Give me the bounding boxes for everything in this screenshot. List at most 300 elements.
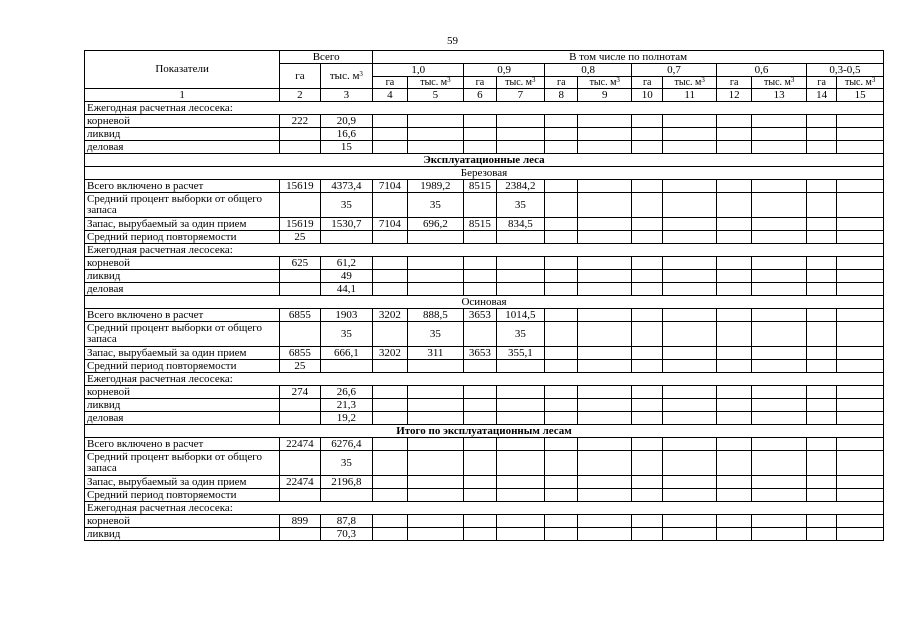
- table-cell: [464, 115, 496, 128]
- table-cell: [752, 489, 807, 502]
- total-m3-header: тыс. $м^3$: [320, 64, 373, 89]
- column-number: 1: [85, 89, 280, 102]
- group-label: Ежегодная расчетная лесосека:: [85, 102, 884, 115]
- table-cell: [752, 193, 807, 218]
- row-label: Всего включено в расчет: [85, 180, 280, 193]
- table-cell: [464, 386, 496, 399]
- table-cell: [320, 489, 373, 502]
- table-cell: 26,6: [320, 386, 373, 399]
- table-cell: [545, 283, 578, 296]
- table-cell: [373, 115, 407, 128]
- table-cell: [837, 283, 884, 296]
- table-cell: [496, 412, 545, 425]
- table-row: [85, 412, 884, 425]
- table-cell: [837, 128, 884, 141]
- table-cell: [407, 438, 464, 451]
- table-cell: [806, 231, 836, 244]
- table-cell: [632, 476, 663, 489]
- table-cell: 7104: [373, 218, 407, 231]
- density-m3-header: тыс. $м^3$: [837, 77, 884, 89]
- table-cell: 35: [496, 193, 545, 218]
- table-cell: [578, 451, 632, 476]
- table-cell: [545, 270, 578, 283]
- table-cell: [752, 451, 807, 476]
- table-cell: [837, 322, 884, 347]
- table-cell: [837, 528, 884, 541]
- table-cell: [464, 128, 496, 141]
- table-cell: [752, 309, 807, 322]
- table-cell: [837, 515, 884, 528]
- table-cell: [716, 115, 751, 128]
- table-cell: 274: [280, 386, 320, 399]
- table-cell: [496, 115, 545, 128]
- table-cell: [496, 438, 545, 451]
- table-row: [85, 347, 884, 360]
- table-cell: [716, 322, 751, 347]
- table-cell: [578, 270, 632, 283]
- row-label: Запас, вырубаемый за один прием: [85, 347, 280, 360]
- table-cell: 35: [496, 322, 545, 347]
- density-header: 1,0: [373, 64, 464, 77]
- table-cell: [407, 115, 464, 128]
- table-cell: [496, 399, 545, 412]
- table-cell: [496, 489, 545, 502]
- table-cell: [545, 180, 578, 193]
- table-cell: 6855: [280, 309, 320, 322]
- table-cell: [578, 438, 632, 451]
- table-cell: [280, 193, 320, 218]
- table-cell: [716, 528, 751, 541]
- table-cell: [407, 451, 464, 476]
- table-cell: [837, 218, 884, 231]
- table-cell: [545, 476, 578, 489]
- table-cell: [632, 360, 663, 373]
- table-cell: [632, 399, 663, 412]
- table-cell: [545, 438, 578, 451]
- table-cell: [663, 412, 717, 425]
- table-cell: [407, 399, 464, 412]
- column-number: 13: [752, 89, 807, 102]
- table-cell: [320, 231, 373, 244]
- table-cell: 888,5: [407, 309, 464, 322]
- table-cell: [373, 476, 407, 489]
- table-cell: [716, 270, 751, 283]
- table-cell: [806, 399, 836, 412]
- table-cell: 61,2: [320, 257, 373, 270]
- table-cell: [407, 128, 464, 141]
- table-cell: [632, 515, 663, 528]
- table-cell: 35: [407, 193, 464, 218]
- row-label: ликвид: [85, 270, 280, 283]
- table-cell: [632, 489, 663, 502]
- table-cell: [280, 451, 320, 476]
- table-cell: [464, 412, 496, 425]
- table-cell: [632, 283, 663, 296]
- table-cell: [632, 231, 663, 244]
- table-cell: [752, 270, 807, 283]
- column-number: 15: [837, 89, 884, 102]
- table-cell: [464, 141, 496, 154]
- table-cell: 22474: [280, 438, 320, 451]
- table-cell: [496, 141, 545, 154]
- table-cell: [280, 412, 320, 425]
- table-cell: [496, 476, 545, 489]
- table-cell: [663, 180, 717, 193]
- m3-label: тыс. м: [420, 77, 448, 88]
- table-cell: [578, 386, 632, 399]
- table-cell: [632, 128, 663, 141]
- table-cell: [464, 322, 496, 347]
- m3-label: тыс. м: [505, 77, 532, 88]
- table-cell: [407, 528, 464, 541]
- species-title: Березовая: [85, 167, 884, 180]
- table-cell: [752, 528, 807, 541]
- table-cell: [545, 115, 578, 128]
- table-cell: 19,2: [320, 412, 373, 425]
- table-cell: [464, 451, 496, 476]
- table-cell: 1989,2: [407, 180, 464, 193]
- table-cell: [496, 270, 545, 283]
- table-cell: [373, 399, 407, 412]
- table-cell: [578, 412, 632, 425]
- table-cell: [806, 309, 836, 322]
- table-cell: 35: [407, 322, 464, 347]
- table-cell: [716, 451, 751, 476]
- table-cell: [545, 322, 578, 347]
- table-cell: [837, 386, 884, 399]
- table-cell: [632, 141, 663, 154]
- table-cell: 625: [280, 257, 320, 270]
- table-cell: [464, 360, 496, 373]
- row-label: ликвид: [85, 528, 280, 541]
- total-ha-header: га: [280, 64, 320, 89]
- table-cell: [716, 141, 751, 154]
- table-cell: [752, 283, 807, 296]
- table-cell: [578, 257, 632, 270]
- density-ha-header: га: [545, 77, 578, 89]
- table-cell: 8515: [464, 180, 496, 193]
- table-cell: [716, 347, 751, 360]
- table-cell: [496, 128, 545, 141]
- table-cell: [806, 283, 836, 296]
- table-cell: [545, 309, 578, 322]
- table-cell: [837, 476, 884, 489]
- table-cell: [578, 528, 632, 541]
- column-number: 11: [663, 89, 717, 102]
- density-m3-header: тыс. $м^3$: [578, 77, 632, 89]
- table-cell: [632, 257, 663, 270]
- m3-label: тыс. м: [763, 77, 791, 88]
- table-cell: [373, 489, 407, 502]
- group-label-row: [85, 244, 884, 257]
- table-cell: [716, 399, 751, 412]
- table-row: [85, 515, 884, 528]
- table-cell: [578, 489, 632, 502]
- table-cell: [806, 347, 836, 360]
- row-label: Всего включено в расчет: [85, 438, 280, 451]
- table-cell: 15619: [280, 218, 320, 231]
- table-cell: [545, 128, 578, 141]
- table-cell: [373, 360, 407, 373]
- table-cell: [578, 128, 632, 141]
- table-cell: [716, 386, 751, 399]
- table-row: [85, 257, 884, 270]
- m3-label: тыс. м: [329, 69, 360, 82]
- table-cell: [464, 193, 496, 218]
- table-row: [85, 115, 884, 128]
- table-cell: [806, 141, 836, 154]
- row-label: ликвид: [85, 128, 280, 141]
- row-label: Средний период повторяемости: [85, 489, 280, 502]
- density-header: 0,9: [464, 64, 545, 77]
- table-row: [85, 193, 884, 218]
- row-label: Запас, вырубаемый за один прием: [85, 476, 280, 489]
- table-cell: [752, 141, 807, 154]
- table-cell: [578, 309, 632, 322]
- table-cell: [806, 438, 836, 451]
- table-cell: [806, 180, 836, 193]
- table-cell: 25: [280, 231, 320, 244]
- table-cell: [545, 451, 578, 476]
- table-cell: [806, 128, 836, 141]
- total-header: Всего: [280, 51, 373, 64]
- table-cell: [578, 476, 632, 489]
- column-number: 2: [280, 89, 320, 102]
- table-cell: [464, 283, 496, 296]
- table-cell: [578, 515, 632, 528]
- table-cell: [806, 193, 836, 218]
- table-cell: [716, 128, 751, 141]
- table-cell: [632, 270, 663, 283]
- table-cell: 1530,7: [320, 218, 373, 231]
- table-cell: [407, 476, 464, 489]
- table-cell: 4373,4: [320, 180, 373, 193]
- density-m3-header: тыс. $м^3$: [752, 77, 807, 89]
- section-row: [85, 425, 884, 438]
- table-cell: [632, 322, 663, 347]
- table-cell: [752, 399, 807, 412]
- table-cell: 25: [280, 360, 320, 373]
- page-number: 59: [447, 35, 458, 47]
- table-cell: [716, 218, 751, 231]
- table-cell: [545, 218, 578, 231]
- table-row: [85, 141, 884, 154]
- table-cell: [663, 347, 717, 360]
- table-cell: [545, 386, 578, 399]
- table-cell: [752, 438, 807, 451]
- table-cell: [545, 515, 578, 528]
- section-row: [85, 154, 884, 167]
- table-row: [85, 128, 884, 141]
- table-cell: [663, 141, 717, 154]
- table-cell: [837, 141, 884, 154]
- table-cell: [496, 451, 545, 476]
- table-cell: 35: [320, 193, 373, 218]
- table-cell: 8515: [464, 218, 496, 231]
- table-cell: [632, 412, 663, 425]
- table-cell: [663, 322, 717, 347]
- table-cell: 20,9: [320, 115, 373, 128]
- table-cell: [578, 322, 632, 347]
- m3-label: тыс. м: [844, 77, 872, 88]
- table-cell: [632, 438, 663, 451]
- table-cell: [545, 193, 578, 218]
- table-cell: [280, 528, 320, 541]
- table-cell: 35: [320, 451, 373, 476]
- table-cell: [837, 270, 884, 283]
- table-cell: [716, 283, 751, 296]
- table-cell: [663, 476, 717, 489]
- section-title: Итого по эксплуатационным лесам: [85, 425, 884, 438]
- table-cell: [663, 309, 717, 322]
- header-row-1: [85, 51, 884, 64]
- table-cell: [373, 322, 407, 347]
- density-header: 0,8: [545, 64, 632, 77]
- table-cell: [373, 128, 407, 141]
- table-cell: [752, 180, 807, 193]
- table-cell: [632, 218, 663, 231]
- table-cell: [632, 347, 663, 360]
- table-cell: [837, 231, 884, 244]
- table-cell: [407, 270, 464, 283]
- subsection-row: [85, 167, 884, 180]
- table-cell: [837, 451, 884, 476]
- table-cell: 2196,8: [320, 476, 373, 489]
- column-number: 7: [496, 89, 545, 102]
- table-cell: 222: [280, 115, 320, 128]
- table-row: [85, 283, 884, 296]
- m3-label: тыс. м: [589, 77, 617, 88]
- column-number: 9: [578, 89, 632, 102]
- table-cell: [373, 438, 407, 451]
- table-cell: [632, 180, 663, 193]
- table-cell: [373, 528, 407, 541]
- row-label: корневой: [85, 515, 280, 528]
- table-cell: [373, 257, 407, 270]
- density-ha-header: га: [373, 77, 407, 89]
- table-cell: [407, 141, 464, 154]
- indicators-header: Показатели: [85, 51, 280, 89]
- table-row: [85, 270, 884, 283]
- row-label: корневой: [85, 386, 280, 399]
- table-cell: [663, 489, 717, 502]
- table-cell: 355,1: [496, 347, 545, 360]
- table-cell: [752, 515, 807, 528]
- table-cell: [464, 515, 496, 528]
- table-cell: [837, 115, 884, 128]
- table-cell: [663, 399, 717, 412]
- table-cell: [752, 322, 807, 347]
- table-cell: [545, 412, 578, 425]
- table-cell: [407, 257, 464, 270]
- table-cell: 49: [320, 270, 373, 283]
- table-cell: [280, 283, 320, 296]
- table-cell: [806, 218, 836, 231]
- row-label: деловая: [85, 141, 280, 154]
- table-cell: [663, 218, 717, 231]
- table-cell: [632, 193, 663, 218]
- table-row: [85, 476, 884, 489]
- table-cell: [545, 141, 578, 154]
- table-cell: [464, 399, 496, 412]
- group-label: Ежегодная расчетная лесосека:: [85, 502, 884, 515]
- density-header: 0,7: [632, 64, 717, 77]
- column-number: 10: [632, 89, 663, 102]
- table-cell: 87,8: [320, 515, 373, 528]
- table-cell: [806, 476, 836, 489]
- table-cell: [837, 347, 884, 360]
- table-cell: [806, 528, 836, 541]
- table-row: [85, 451, 884, 476]
- table-cell: [407, 231, 464, 244]
- group-label: Ежегодная расчетная лесосека:: [85, 373, 884, 386]
- table-cell: [752, 476, 807, 489]
- table-cell: [496, 283, 545, 296]
- row-label: ликвид: [85, 399, 280, 412]
- table-cell: [837, 257, 884, 270]
- table-cell: [280, 128, 320, 141]
- table-cell: [716, 489, 751, 502]
- column-number: 6: [464, 89, 496, 102]
- table-cell: [496, 257, 545, 270]
- table-row: [85, 180, 884, 193]
- table-cell: [407, 489, 464, 502]
- table-cell: [716, 476, 751, 489]
- table-cell: 311: [407, 347, 464, 360]
- table-cell: 22474: [280, 476, 320, 489]
- table-cell: 44,1: [320, 283, 373, 296]
- table-cell: [663, 270, 717, 283]
- table-cell: [837, 180, 884, 193]
- table-cell: 6855: [280, 347, 320, 360]
- table-row: [85, 322, 884, 347]
- table-cell: [752, 115, 807, 128]
- table-cell: [464, 528, 496, 541]
- table-cell: [373, 283, 407, 296]
- table-cell: [806, 412, 836, 425]
- table-cell: [716, 231, 751, 244]
- group-label: Ежегодная расчетная лесосека:: [85, 244, 884, 257]
- table-cell: [407, 515, 464, 528]
- density-ha-header: га: [806, 77, 836, 89]
- table-cell: 3653: [464, 309, 496, 322]
- table-cell: [464, 438, 496, 451]
- table-cell: [663, 360, 717, 373]
- table-cell: [464, 270, 496, 283]
- table-cell: 3202: [373, 309, 407, 322]
- table-row: [85, 360, 884, 373]
- density-ha-header: га: [464, 77, 496, 89]
- table-row: [85, 528, 884, 541]
- table-cell: [663, 128, 717, 141]
- species-title: Осиновая: [85, 296, 884, 309]
- table-cell: [545, 257, 578, 270]
- table-cell: [837, 309, 884, 322]
- row-label: Запас, вырубаемый за один прием: [85, 218, 280, 231]
- table-cell: 696,2: [407, 218, 464, 231]
- table-cell: [806, 515, 836, 528]
- table-cell: [663, 283, 717, 296]
- table-cell: [716, 180, 751, 193]
- subsection-row: [85, 296, 884, 309]
- table-cell: [578, 399, 632, 412]
- table-cell: [280, 141, 320, 154]
- table-cell: [373, 193, 407, 218]
- table-cell: [407, 412, 464, 425]
- table-cell: 3202: [373, 347, 407, 360]
- row-label: деловая: [85, 412, 280, 425]
- table-cell: 35: [320, 322, 373, 347]
